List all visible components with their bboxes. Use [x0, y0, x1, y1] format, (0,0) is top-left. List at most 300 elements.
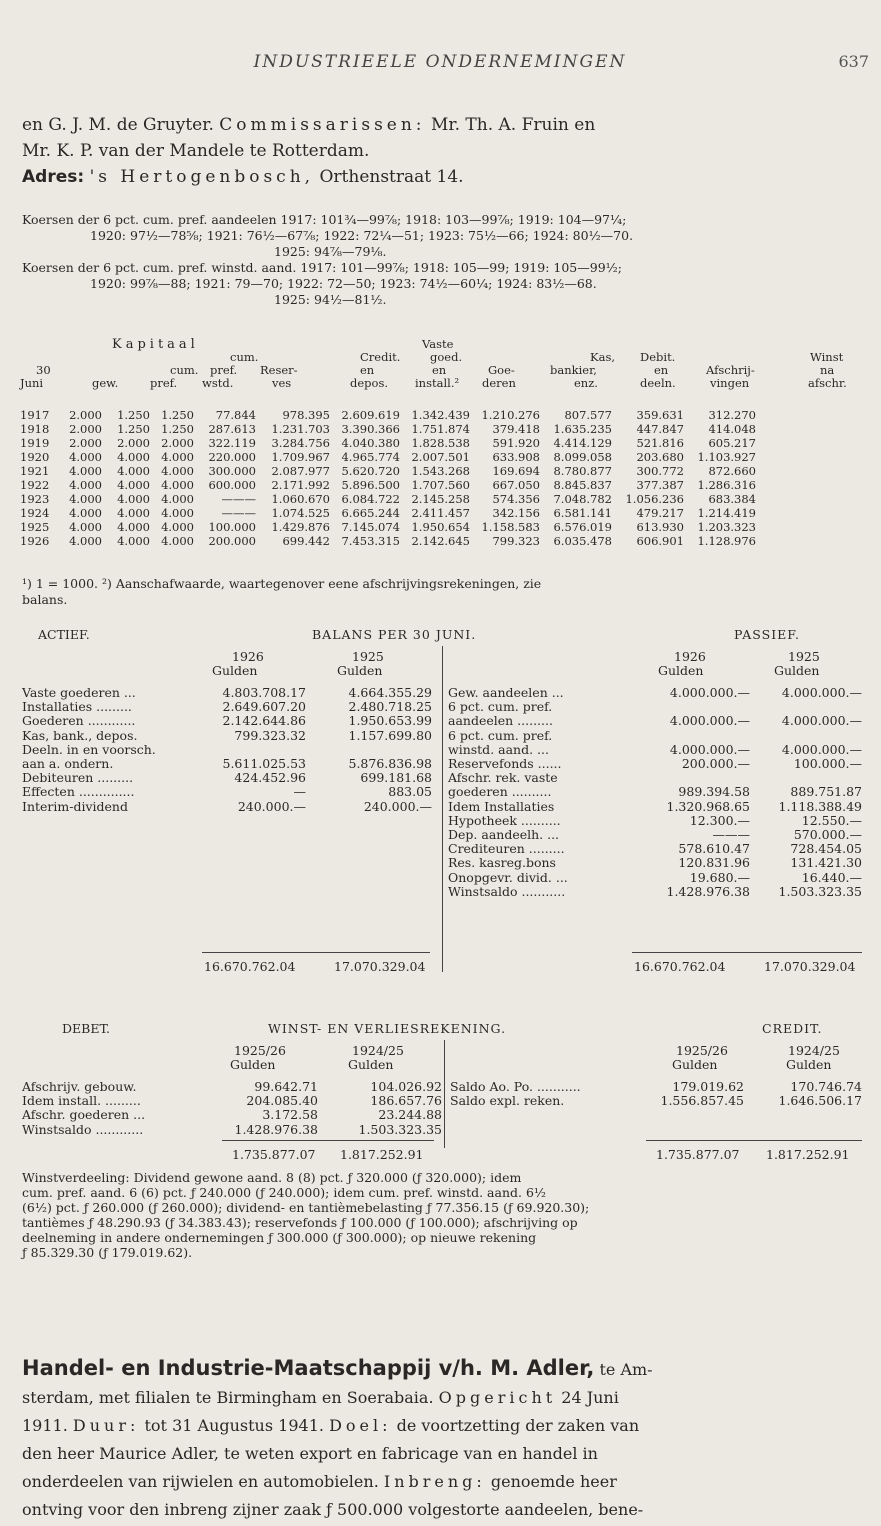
- table-row: [20, 464, 756, 478]
- ledger-amount: 179.019.62: [672, 1079, 744, 1094]
- table-cell: 1.751.874: [411, 422, 470, 436]
- table-cell: 4.000: [69, 534, 102, 548]
- company-line: den heer Maurice Adler, te weten export en fabricage van en handel in: [22, 1444, 598, 1463]
- table-cell: 2.000: [117, 436, 150, 450]
- table-cell: 5.620.720: [341, 464, 400, 478]
- ledger-label: Onopgevr. divid. ...: [448, 869, 568, 885]
- running-head-title: INDUSTRIEELE ONDERNEMINGEN: [253, 52, 627, 72]
- ledger-amount: 889.751.87: [790, 784, 862, 800]
- table-cell: 1.210.276: [481, 408, 540, 422]
- table-cell: 1.074.525: [271, 506, 330, 520]
- table-cell: 4.000: [161, 492, 194, 506]
- company-line: [22, 1384, 872, 1412]
- ledger-amount: 2.480.718.25: [348, 699, 432, 715]
- col-header: Kapitaal: [112, 337, 199, 352]
- col-header: Reser-: [260, 363, 298, 377]
- table-cell: 2.087.977: [271, 464, 330, 478]
- ledger-label: aan a. ondern.: [22, 756, 114, 771]
- table-cell: 4.000: [161, 464, 194, 478]
- table-cell: 379.418: [492, 422, 540, 436]
- table-cell: 4.000: [117, 492, 150, 506]
- ledger-label: Idem Installaties: [448, 798, 555, 814]
- ledger-amount: 699.181.68: [360, 770, 432, 786]
- col-header: Vaste: [422, 337, 454, 351]
- ledger-amount: 170.746.74: [790, 1079, 862, 1094]
- table-cell: 1.250: [117, 422, 150, 436]
- table-cell: 1.203.323: [697, 520, 756, 534]
- company-entry: [22, 1354, 872, 1524]
- col-header: Winst: [810, 350, 844, 364]
- ledger-amount: —: [293, 784, 306, 800]
- intro-line: [22, 164, 872, 190]
- ledger-label: Hypotheek ..........: [448, 812, 561, 828]
- ledger-amount: 12.550.—: [801, 812, 862, 828]
- table-cell: 4.000: [161, 506, 194, 520]
- company-line: [22, 1354, 872, 1384]
- ledger-label: Debiteuren .........: [22, 770, 134, 786]
- table-cell: 2.145.258: [411, 492, 470, 506]
- table-cell: 77.844: [215, 408, 256, 422]
- table-cell: 342.156: [492, 506, 540, 520]
- address-street: Orthenstraat 14.: [319, 167, 464, 187]
- table-cell: 2.000: [161, 436, 194, 450]
- capital-table-header: [20, 338, 870, 410]
- address-city: 's Hertogenbosch,: [89, 167, 315, 187]
- ledger-label: aandeelen .........: [448, 713, 553, 729]
- table-cell: 6.576.019: [553, 520, 612, 534]
- ledger-label: Afschrijv. gebouw.: [22, 1079, 137, 1094]
- ledger-label: Vaste goederen ...: [22, 685, 136, 700]
- table-cell: 6.084.722: [341, 492, 400, 506]
- table-cell: 1.950.654: [411, 520, 470, 534]
- quote-line: Koersen der 6 pct. cum. pref. winstd. aand. 1917: 101—99⅞; 1918: 105—99; 1919: 105—99½;: [22, 260, 622, 275]
- table-row: [20, 422, 756, 436]
- table-cell: 6.581.141: [553, 506, 612, 520]
- quote-line: 1920: 99⅞—88; 1921: 79—70; 1922: 72—50; 1923: 74½—60¼; 1924: 83½—68.: [90, 276, 597, 291]
- table-cell: 1922: [20, 478, 50, 492]
- ledger-label: Res. kasreg.bons: [448, 855, 556, 871]
- table-cell: 4.000: [117, 520, 150, 534]
- footnote-line: ¹) 1 = 1000. ²) Aanschafwaarde, waartegenover eene afschrijvingsrekeningen, zie: [22, 576, 542, 591]
- table-cell: 4.000: [69, 506, 102, 520]
- company-text: genoemde heer: [490, 1472, 617, 1491]
- company-line: [22, 1468, 872, 1496]
- table-cell: 287.613: [208, 422, 256, 436]
- ledger-label: Installaties .........: [22, 699, 132, 715]
- address-label: Adres:: [22, 167, 85, 187]
- ledger-label: Afschr. rek. vaste: [448, 770, 558, 786]
- col-header: Debit.: [640, 350, 676, 364]
- table-cell: 3.390.366: [341, 422, 400, 436]
- table-cell: 1.543.268: [411, 464, 470, 478]
- pl-total: 1.817.252.91: [340, 1147, 424, 1162]
- capital-table-body: [20, 408, 756, 548]
- col-header: deren: [482, 376, 516, 390]
- company-line: ontving voor den inbreng zijner zaak ƒ 500.000 volgestorte aandeelen, bene-: [22, 1500, 644, 1519]
- balance-total: 16.670.762.04: [204, 959, 296, 974]
- pl-total-rule: [222, 1140, 434, 1141]
- col-header: Credit.: [360, 350, 401, 364]
- ledger-amount: 4.000.000.—: [669, 713, 750, 729]
- ledger-amount: 1.503.323.35: [358, 1121, 442, 1137]
- ledger-label: Goederen ............: [22, 713, 136, 729]
- quote-line: 1925: 94⅞—79⅛.: [274, 244, 387, 259]
- table-row: [20, 408, 756, 422]
- ledger-amount: 104.026.92: [370, 1079, 442, 1094]
- quote-line: Koersen der 6 pct. cum. pref. aandeelen 1917: 101¾—99⅞; 1918: 103—99⅞; 1919: 104—97¼;: [22, 212, 627, 227]
- table-cell: 4.000: [69, 478, 102, 492]
- distribution-line: tantièmes ƒ 48.290.93 (ƒ 34.383.43); reservefonds ƒ 100.000 (ƒ 100.000); afschrijving op: [22, 1215, 578, 1230]
- table-cell: 1.214.419: [697, 506, 756, 520]
- distribution-line: (6½) pct. ƒ 260.000 (ƒ 260.000); dividend- en tantièmebelasting ƒ 77.356.15 (ƒ 69.920.30);: [22, 1200, 590, 1215]
- table-row: [20, 534, 756, 548]
- table-cell: 606.901: [636, 534, 684, 548]
- table-cell: ———: [221, 506, 256, 520]
- pl-left-title: DEBET.: [62, 1021, 110, 1036]
- ledger-amount: 2.649.607.20: [222, 699, 306, 715]
- table-cell: 2.171.992: [271, 478, 330, 492]
- ledger-label: Gew. aandeelen ...: [448, 685, 564, 700]
- table-cell: 220.000: [208, 450, 256, 464]
- pl-year: 1925/26: [676, 1043, 728, 1058]
- col-header: pref.: [150, 376, 178, 390]
- col-header: pref.: [210, 363, 238, 377]
- balance-unit: Gulden: [774, 663, 820, 678]
- table-row: [20, 520, 756, 534]
- company-spaced-heading: Doel:: [329, 1416, 392, 1435]
- table-cell: 1920: [20, 450, 50, 464]
- ledger-label: Winstsaldo ............: [22, 1121, 144, 1137]
- table-cell: 377.387: [636, 478, 684, 492]
- table-cell: 2.411.457: [411, 506, 470, 520]
- table-cell: 2.000: [69, 422, 102, 436]
- ledger-label: Afschr. goederen ...: [22, 1107, 146, 1123]
- price-quotes: [22, 212, 872, 308]
- table-cell: 978.395: [282, 408, 330, 422]
- table-cell: 4.000: [69, 492, 102, 506]
- col-header: Goe-: [488, 363, 515, 377]
- balance-title: BALANS PER 30 JUNI.: [312, 627, 477, 642]
- pl-title: WINST- EN VERLIESREKENING.: [268, 1021, 507, 1036]
- pl-unit: Gulden: [672, 1057, 718, 1072]
- table-cell: 1.250: [117, 408, 150, 422]
- company-spaced-heading: Inbreng:: [383, 1472, 486, 1491]
- distribution-line: cum. pref. aand. 6 (6) pct. ƒ 240.000 (ƒ 240.000); idem cum. pref. winstd. aand. 6½: [22, 1185, 547, 1200]
- table-cell: 4.965.774: [341, 450, 400, 464]
- col-header: en: [360, 363, 375, 377]
- ledger-label: Interim-dividend: [22, 798, 128, 814]
- table-cell: 799.323: [492, 534, 540, 548]
- table-cell: 312.270: [708, 408, 756, 422]
- col-header: cum.: [230, 350, 259, 364]
- table-cell: 3.284.756: [271, 436, 330, 450]
- quote-line: 1925: 94½—81½.: [274, 292, 387, 307]
- table-cell: 699.442: [282, 534, 330, 548]
- distribution-line: Winstverdeeling: Dividend gewone aand. 8 (8) pct. ƒ 320.000 (ƒ 320.000); idem: [22, 1170, 522, 1185]
- ledger-amount: 799.323.32: [234, 727, 306, 743]
- company-text: onderdeelen van rijwielen en automobielen.: [22, 1472, 379, 1491]
- ledger-amount: ———: [712, 827, 750, 842]
- pl-year: 1925/26: [234, 1043, 286, 1058]
- table-cell: 1923: [20, 492, 50, 506]
- col-header: depos.: [350, 376, 389, 390]
- table-cell: 1918: [20, 422, 50, 436]
- company-spaced-heading: Duur:: [72, 1416, 140, 1435]
- table-cell: 1.828.538: [411, 436, 470, 450]
- col-header: vingen: [710, 376, 750, 390]
- ledger-amount: 131.421.30: [790, 855, 862, 871]
- table-cell: 4.000: [161, 478, 194, 492]
- table-cell: 1.635.235: [553, 422, 612, 436]
- table-cell: 667.050: [492, 478, 540, 492]
- ledger-amount: 4.664.355.29: [348, 685, 432, 700]
- pl-divider: [444, 1040, 445, 1148]
- table-cell: 4.000: [69, 450, 102, 464]
- col-header: en: [432, 363, 447, 377]
- balance-unit: Gulden: [337, 663, 383, 678]
- table-cell: 4.000: [117, 478, 150, 492]
- col-header: gew.: [92, 376, 119, 390]
- ledger-amount: 19.680.—: [689, 869, 750, 885]
- table-cell: 447.847: [636, 422, 684, 436]
- col-header: bankier,: [550, 363, 597, 377]
- balance-total: 16.670.762.04: [634, 959, 726, 974]
- table-cell: 4.000: [69, 464, 102, 478]
- table-cell: 1.342.439: [411, 408, 470, 422]
- table-cell: 872.660: [708, 464, 756, 478]
- table-cell: 1.128.976: [697, 534, 756, 548]
- table-cell: 613.930: [636, 520, 684, 534]
- table-cell: 4.000: [161, 450, 194, 464]
- table-cell: 4.000: [161, 520, 194, 534]
- ledger-amount: 1.428.976.38: [234, 1121, 318, 1137]
- intro-text: en G. J. M. de Gruyter.: [22, 115, 214, 135]
- table-cell: 1.429.876: [271, 520, 330, 534]
- balance-year: 1926: [674, 649, 706, 664]
- ledger-amount: 240.000.—: [237, 798, 306, 814]
- ledger-amount: 4.803.708.17: [222, 685, 306, 700]
- company-text: 1911.: [22, 1416, 68, 1435]
- table-cell: 4.000: [117, 464, 150, 478]
- footnote-line: balans.: [22, 592, 68, 607]
- balance-total: 17.070.329.04: [334, 959, 426, 974]
- company-line: [22, 1412, 872, 1440]
- ledger-amount: 4.000.000.—: [781, 685, 862, 700]
- ledger-amount: 200.000.—: [681, 756, 750, 771]
- table-row: [20, 506, 756, 520]
- ledger-amount: 1.950.653.99: [348, 713, 432, 729]
- ledger-label: 6 pct. cum. pref.: [448, 699, 553, 715]
- ledger-label: Reservefonds ......: [448, 756, 562, 771]
- table-cell: 1.250: [161, 422, 194, 436]
- ledger-label: 6 pct. cum. pref.: [448, 727, 553, 743]
- ledger-amount: 1.556.857.45: [660, 1093, 744, 1109]
- table-cell: 1921: [20, 464, 50, 478]
- balance-year: 1925: [352, 649, 384, 664]
- col-header: wstd.: [202, 376, 234, 390]
- col-header: 30: [36, 363, 51, 377]
- ledger-amount: 883.05: [388, 784, 432, 800]
- table-cell: 4.414.129: [553, 436, 612, 450]
- table-cell: 414.048: [708, 422, 756, 436]
- table-cell: 8.099.058: [553, 450, 612, 464]
- table-cell: 1.103.927: [697, 450, 756, 464]
- table-cell: 2.000: [69, 436, 102, 450]
- company-text: tot 31 Augustus 1941.: [144, 1416, 324, 1435]
- balance-unit: Gulden: [212, 663, 258, 678]
- table-cell: 200.000: [208, 534, 256, 548]
- pl-year: 1924/25: [352, 1043, 404, 1058]
- company-text: sterdam, met filialen te Birmingham en Soerabaia.: [22, 1388, 434, 1407]
- col-header: Kas,: [590, 350, 616, 364]
- table-cell: 600.000: [208, 478, 256, 492]
- ledger-label: Idem install. .........: [22, 1093, 141, 1109]
- ledger-amount: 5.876.836.98: [348, 756, 432, 771]
- ledger-amount: 99.642.71: [254, 1079, 318, 1094]
- ledger-amount: 1.157.699.80: [348, 727, 432, 743]
- ledger-amount: 2.142.644.86: [222, 713, 306, 729]
- table-cell: 4.000: [161, 534, 194, 548]
- table-cell: 1.707.560: [411, 478, 470, 492]
- table-cell: 322.119: [208, 436, 256, 450]
- col-header: install.²: [415, 376, 460, 390]
- table-cell: 203.680: [636, 450, 684, 464]
- ledger-amount: 4.000.000.—: [781, 741, 862, 757]
- table-cell: 4.000: [117, 450, 150, 464]
- table-cell: 1919: [20, 436, 50, 450]
- pl-total: 1.735.877.07: [232, 1147, 316, 1162]
- table-cell: 574.356: [492, 492, 540, 506]
- company-spaced-heading: Opgericht: [438, 1388, 557, 1407]
- table-cell: 605.217: [708, 436, 756, 450]
- table-cell: 683.384: [708, 492, 756, 506]
- pl-unit: Gulden: [786, 1057, 832, 1072]
- table-cell: 7.453.315: [341, 534, 400, 548]
- table-cell: 1.056.236: [625, 492, 684, 506]
- table-row: [20, 436, 756, 450]
- table-cell: 300.772: [636, 464, 684, 478]
- distribution-line: deelneming in andere ondernemingen ƒ 300.000 (ƒ 300.000); op nieuwe rekening: [22, 1230, 537, 1245]
- ledger-amount: 570.000.—: [793, 827, 862, 842]
- table-cell: 359.631: [636, 408, 684, 422]
- table-cell: 6.035.478: [553, 534, 612, 548]
- ledger-amount: 4.000.000.—: [669, 685, 750, 700]
- table-cell: 8.780.877: [553, 464, 612, 478]
- pl-total: 1.735.877.07: [656, 1147, 740, 1162]
- ledger-label: Kas, bank., depos.: [22, 727, 138, 743]
- ledger-amount: 3.172.58: [262, 1107, 318, 1123]
- balance-right-title: PASSIEF.: [734, 627, 800, 642]
- table-cell: 7.145.074: [341, 520, 400, 534]
- company-text: de voortzetting der zaken van: [396, 1416, 640, 1435]
- pl-unit: Gulden: [230, 1057, 276, 1072]
- table-cell: 100.000: [208, 520, 256, 534]
- ledger-amount: 23.244.88: [378, 1107, 442, 1123]
- ledger-label: Winstsaldo ...........: [448, 883, 566, 899]
- ledger-amount: 1.118.388.49: [778, 798, 862, 814]
- ledger-label: Saldo expl. reken.: [450, 1093, 565, 1109]
- balance-year: 1926: [232, 649, 264, 664]
- balance-total-rule: [632, 952, 862, 953]
- table-cell: 2.000: [69, 408, 102, 422]
- col-header: Afschrij-: [706, 363, 755, 377]
- table-cell: 4.000: [117, 506, 150, 520]
- company-text: 24 Juni: [561, 1388, 619, 1407]
- col-header: enz.: [574, 376, 598, 390]
- ledger-amount: 1.646.506.17: [778, 1093, 862, 1109]
- table-cell: 1917: [20, 408, 50, 422]
- balance-total: 17.070.329.04: [764, 959, 856, 974]
- balance-left-title: ACTIEF.: [38, 627, 90, 642]
- pl-right-title: CREDIT.: [762, 1021, 823, 1036]
- ledger-amount: 100.000.—: [793, 756, 862, 771]
- ledger-amount: 204.085.40: [246, 1093, 318, 1109]
- running-head: [0, 52, 881, 76]
- ledger-label: Crediteuren .........: [448, 841, 565, 857]
- ledger-amount: 1.503.323.35: [778, 883, 862, 899]
- table-cell: 2.609.619: [341, 408, 400, 422]
- balance-divider: [442, 646, 443, 972]
- table-cell: 1.231.703: [271, 422, 330, 436]
- table-cell: 1.060.670: [271, 492, 330, 506]
- ledger-label: winstd. aand. ...: [448, 741, 549, 757]
- ledger-amount: 4.000.000.—: [781, 713, 862, 729]
- col-header: deeln.: [640, 376, 676, 390]
- ledger-amount: 4.000.000.—: [669, 741, 750, 757]
- ledger-amount: 728.454.05: [790, 841, 862, 857]
- intro-spaced-heading: Commissarissen:: [219, 115, 426, 135]
- col-header: cum.: [170, 363, 199, 377]
- table-cell: 4.000: [117, 534, 150, 548]
- table-cell: 591.920: [492, 436, 540, 450]
- table-cell: 169.694: [492, 464, 540, 478]
- page-number: 637: [838, 52, 869, 71]
- table-cell: 8.845.837: [553, 478, 612, 492]
- table-cell: 1.158.583: [481, 520, 540, 534]
- table-cell: 521.816: [636, 436, 684, 450]
- pl-unit: Gulden: [348, 1057, 394, 1072]
- company-name: Handel- en Industrie-Maatschappij v/h. M. Adler,: [22, 1356, 595, 1380]
- ledger-amount: 16.440.—: [801, 869, 862, 885]
- table-cell: 2.142.645: [411, 534, 470, 548]
- quote-line: 1920: 97½—78⅝; 1921: 76½—67⅞; 1922: 72¼—51; 1923: 75½—66; 1924: 80½—70.: [90, 228, 634, 243]
- table-cell: 1925: [20, 520, 50, 534]
- ledger-amount: 1.428.976.38: [666, 883, 750, 899]
- intro-block: [22, 112, 872, 190]
- pl-total-rule: [646, 1140, 862, 1141]
- table-cell: 1.250: [161, 408, 194, 422]
- ledger-amount: 5.611.025.53: [222, 756, 306, 771]
- ledger-amount: 240.000.—: [363, 798, 432, 814]
- table-cell: 1926: [20, 534, 50, 548]
- table-row: [20, 450, 756, 464]
- intro-line: [22, 112, 872, 138]
- table-row: [20, 492, 756, 506]
- pl-year: 1924/25: [788, 1043, 840, 1058]
- intro-text: Mr. Th. A. Fruin en: [430, 115, 596, 135]
- ledger-label: Deeln. in en voorsch.: [22, 741, 156, 757]
- table-row: [20, 478, 756, 492]
- ledger-amount: 578.610.47: [678, 841, 750, 857]
- profit-distribution: [22, 1170, 867, 1260]
- col-header: en: [654, 363, 669, 377]
- table-cell: 1.709.967: [271, 450, 330, 464]
- col-header: Juni: [20, 376, 44, 390]
- table-cell: 479.217: [636, 506, 684, 520]
- table-cell: 6.665.244: [341, 506, 400, 520]
- table-cell: 1.286.316: [697, 478, 756, 492]
- ledger-amount: 1.320.968.65: [666, 798, 750, 814]
